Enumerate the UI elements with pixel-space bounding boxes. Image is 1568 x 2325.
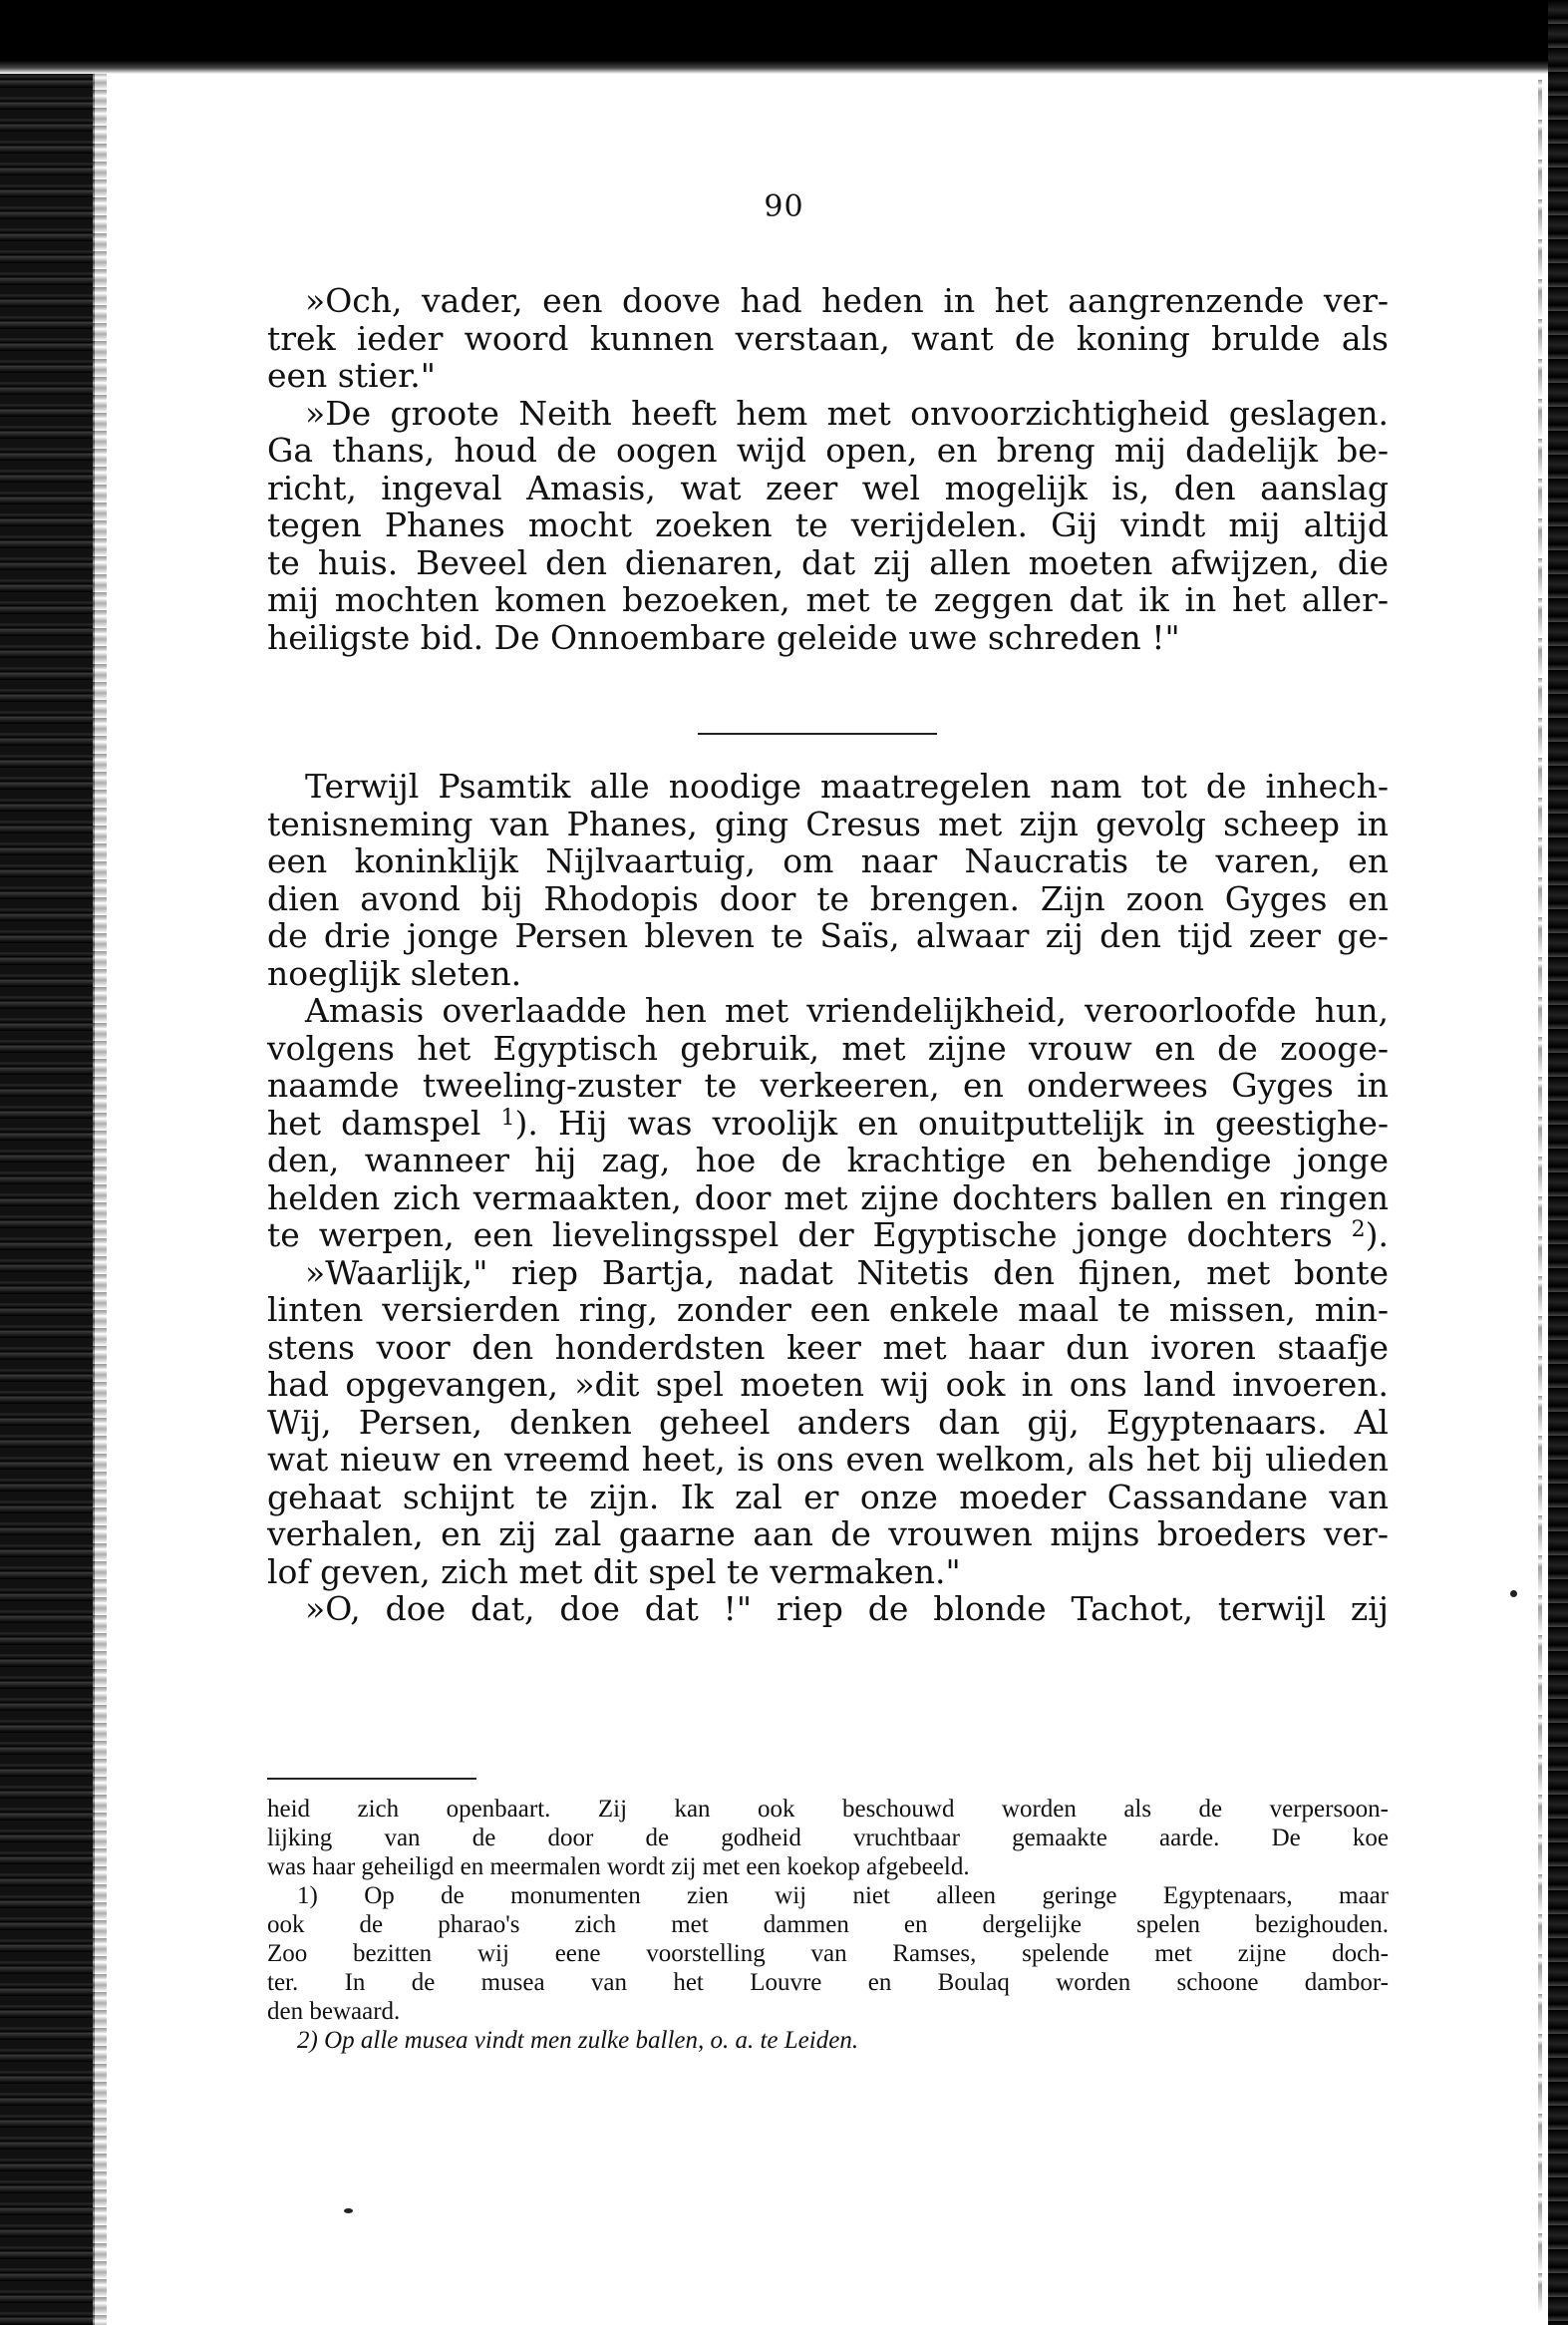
text-line: de drie jonge Persen bleven te Saïs, alwaar zij den tijd zeer ge- bbox=[267, 916, 1389, 955]
text-line: den, wanneer hij zag, hoe de krachtige en behendige jonge bbox=[267, 1141, 1389, 1179]
page-number: 90 bbox=[764, 189, 804, 224]
text-line: dien avond bij Rhodopis door te brengen. Zijn zoon Gyges en bbox=[267, 878, 1389, 918]
text-line: lof geven, zich met dit spel te vermaken." bbox=[267, 1551, 961, 1591]
footnote-line: was haar geheiligd en meermalen wordt zij met een koekop afgebeeld. bbox=[267, 1853, 970, 1880]
text-line: te huis. Beveel den dienaren, dat zij allen moeten afwijzen, die bbox=[267, 542, 1389, 582]
text-line: trek ieder woord kunnen verstaan, want de koning brulde als bbox=[267, 318, 1389, 358]
text-fragment: te werpen, een lievelingsspel der Egyptische jonge dochters bbox=[267, 1215, 1333, 1254]
scan-right-edge-shadow bbox=[1538, 80, 1542, 2313]
text-line: helden zich vermaakten, door met zijne dochters ballen en ringen bbox=[267, 1177, 1389, 1217]
scan-right-edge bbox=[1548, 0, 1568, 2325]
text-fragment: het damspel bbox=[267, 1103, 481, 1143]
text-line: Terwijl Psamtik alle noodige maatregelen nam tot de inhech- bbox=[305, 767, 1389, 806]
text-line: een stier." bbox=[267, 356, 436, 395]
text-line: noeglijk sleten. bbox=[267, 953, 522, 993]
text-fragment: ). bbox=[1365, 1215, 1389, 1254]
footnote-line: Zoo bezitten wij eene voorstelling van Ramses, spelende met zijne doch- bbox=[267, 1940, 1389, 1967]
text-line: volgens het Egyptisch gebruik, met zijne vrouw en de zooge- bbox=[267, 1028, 1389, 1068]
text-line: een koninklijk Nijlvaartuig, om naar Naucratis te varen, en bbox=[267, 841, 1389, 880]
text-line: heiligste bid. De Onnoembare geleide uwe schreden !" bbox=[267, 617, 1180, 657]
text-line: »Och, vader, een doove had heden in het aangrenzende ver- bbox=[305, 281, 1389, 320]
section-narrative bbox=[267, 768, 1389, 1628]
text-line: gehaat schijnt te zijn. Ik zal er onze moeder Cassandane van bbox=[267, 1477, 1389, 1516]
scan-speck bbox=[1510, 1590, 1517, 1597]
text-line: had opgevangen, »dit spel moeten wij ook in ons land invoeren. bbox=[267, 1365, 1389, 1404]
text-line: verhalen, en zij zal gaarne aan de vrouwen mijns broeders ver- bbox=[267, 1514, 1389, 1553]
text-line: tegen Phanes mocht zoeken te verijdelen. Gij vindt mij altijd bbox=[267, 505, 1389, 544]
text-line: Amasis overlaadde hen met vriendelijkheid, veroorloofde hun, bbox=[305, 991, 1389, 1030]
text-line-with-footnote bbox=[267, 1216, 1389, 1254]
footnote-rule bbox=[267, 1778, 476, 1780]
text-line: »O, doe dat, doe dat !" riep de blonde Tachot, terwijl zij bbox=[305, 1589, 1389, 1628]
text-line: tenisneming van Phanes, ging Cresus met zijn gevolg scheep in bbox=[267, 804, 1389, 843]
footnote-ref-2: 2 bbox=[1351, 1217, 1366, 1242]
footnote-line: lijking van de door de godheid vruchtbaar gemaakte aarde. De koe bbox=[267, 1825, 1389, 1851]
text-line: Ga thans, houd de oogen wijd open, en breng mij dadelijk be- bbox=[267, 431, 1389, 470]
scan-speck bbox=[344, 2208, 353, 2213]
text-line: naamde tweeling-zuster te verkeeren, en onderwees Gyges in bbox=[267, 1066, 1389, 1105]
footnote-line: ook de pharao's zich met dammen en dergelijke spelen bezighouden. bbox=[267, 1911, 1389, 1938]
footnotes bbox=[267, 1795, 1389, 2055]
section-separator bbox=[698, 733, 937, 735]
book-binding-edge bbox=[0, 0, 95, 2325]
scan-top-edge bbox=[0, 0, 1568, 74]
text-line: Wij, Persen, denken geheel anders dan gij, Egyptenaars. Al bbox=[267, 1402, 1389, 1442]
footnote-line: ter. In de musea van het Louvre en Boulaq worden schoone dambor- bbox=[267, 1969, 1389, 1996]
text-line: »Waarlijk," riep Bartja, nadat Nitetis den fijnen, met bonte bbox=[305, 1252, 1389, 1292]
text-line: wat nieuw en vreemd heet, is ons even welkom, als het bij ulieden bbox=[267, 1440, 1389, 1479]
text-line: mij mochten komen bezoeken, met te zeggen dat ik in het aller- bbox=[267, 580, 1389, 619]
footnote-line: 1) Op de monumenten zien wij niet alleen geringe Egyptenaars, maar bbox=[297, 1882, 1389, 1909]
footnote-line: heid zich openbaart. Zij kan ook beschouwd worden als de verpersoon- bbox=[267, 1796, 1389, 1823]
footnote-line: den bewaard. bbox=[267, 1998, 401, 2025]
footnote-line: 2) Op alle musea vindt men zulke ballen, o. a. te Leiden. bbox=[297, 2027, 859, 2054]
text-fragment: ). Hij was vroolijk en onuitputtelijk in geestighe- bbox=[514, 1103, 1389, 1143]
text-line-with-footnote bbox=[267, 1105, 1389, 1143]
text-line: »De groote Neith heeft hem met onvoorzichtigheid geslagen. bbox=[305, 393, 1389, 433]
text-line: linten versierden ring, zonder een enkele maal te missen, min- bbox=[267, 1290, 1389, 1329]
text-line: richt, ingeval Amasis, wat zeer wel mogelijk is, den aanslag bbox=[267, 468, 1389, 507]
section-dialogue bbox=[267, 282, 1389, 656]
footnote-ref-1: 1 bbox=[500, 1105, 515, 1131]
text-line: stens voor den honderdsten keer met haar dun ivoren staafje bbox=[267, 1327, 1389, 1367]
